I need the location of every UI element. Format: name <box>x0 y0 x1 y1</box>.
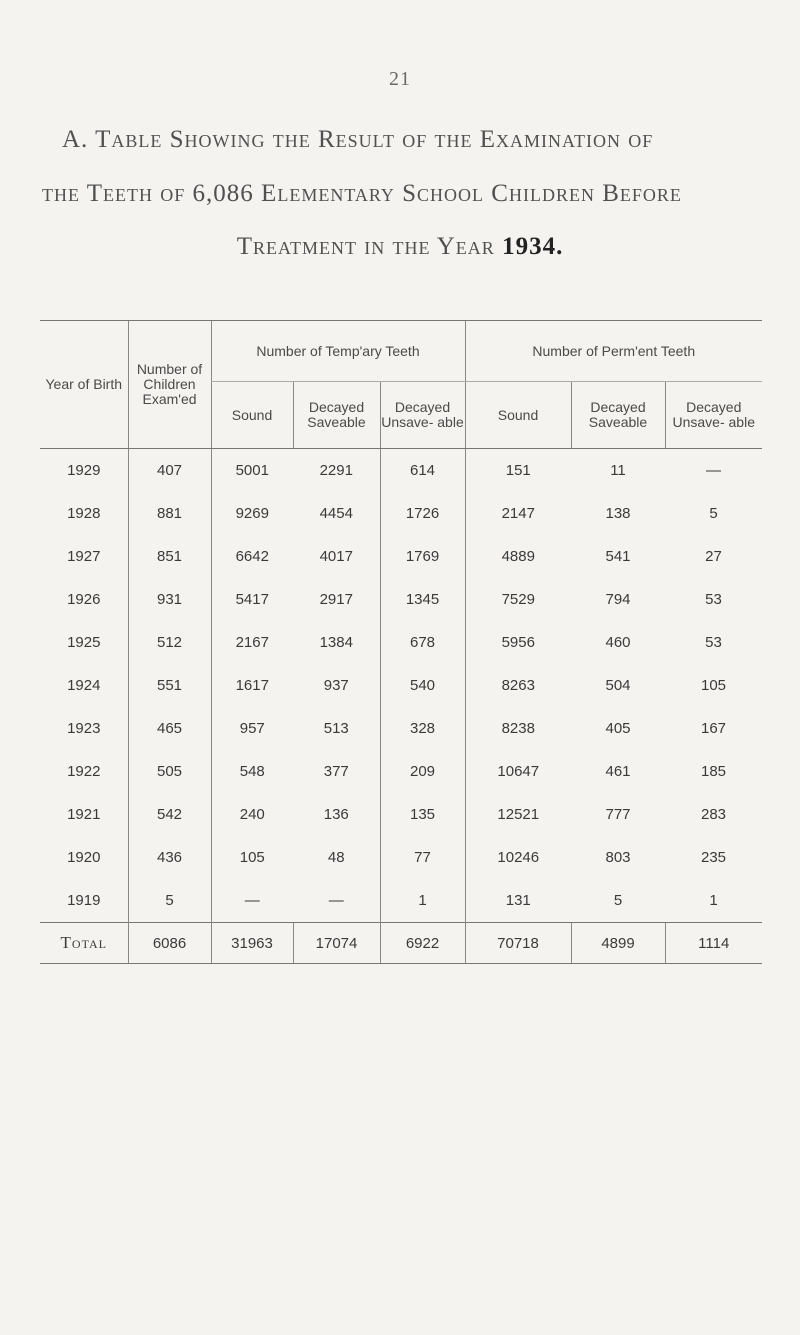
table-cell-children: 436 <box>128 836 211 879</box>
table-cell-perm_dec_save: 460 <box>605 634 631 651</box>
table-cell-temp_sound: 240 <box>211 793 293 836</box>
table-cell-temp_dec_save: 4017 <box>319 548 353 565</box>
table-cell-children: 407 <box>128 449 211 493</box>
table-row <box>40 449 762 493</box>
total-row <box>40 923 762 964</box>
header-temp-decayed-unsaveable: Decayed Unsave- able <box>380 382 465 449</box>
table-row <box>40 707 762 750</box>
table-cell-temp_dec_unsave: 1726 <box>380 492 465 535</box>
table-row <box>40 492 762 535</box>
table-cell-children: 542 <box>128 793 211 836</box>
total-cell-perm_dec_unsave: 1114 <box>665 923 762 964</box>
table-cell-perm_dec_save: 541 <box>605 548 631 565</box>
table-cell-perm_sound: 8263 <box>465 664 571 707</box>
table-cell-year: 1923 <box>67 720 101 737</box>
table-cell-temp_dec_unsave: 209 <box>380 750 465 793</box>
table-body <box>40 449 762 964</box>
table-cell-perm_dec_unsave: 185 <box>700 763 727 780</box>
table-row <box>40 664 762 707</box>
table-cell-perm_dec_unsave: 167 <box>700 720 727 737</box>
table-cell-temp_dec_save: 513 <box>323 720 349 737</box>
table-cell-temp_sound: 2167 <box>211 621 293 664</box>
total-cell-perm_sound: 70718 <box>465 923 571 964</box>
table-cell-temp_dec_unsave: 1345 <box>380 578 465 621</box>
table-title-line-3 <box>0 233 800 261</box>
table-cell-perm_sound: 10246 <box>465 836 571 879</box>
teeth-examination-table <box>40 320 762 964</box>
table-cell-temp_sound: 5417 <box>211 578 293 621</box>
header-temp-decayed-saveable: Decayed Saveable <box>293 382 380 449</box>
table-cell-perm_dec_save: 5 <box>613 892 623 909</box>
header-perm-sound: Sound <box>465 382 571 449</box>
table-cell-temp_sound: 957 <box>211 707 293 750</box>
table-row <box>40 621 762 664</box>
table-cell-temp_dec_unsave: 614 <box>380 449 465 493</box>
table-row <box>40 793 762 836</box>
table-cell-children: 5 <box>128 879 211 923</box>
table-cell-children: 465 <box>128 707 211 750</box>
table-cell-perm_dec_save: 794 <box>605 591 631 608</box>
table-row <box>40 578 762 621</box>
table-cell-perm_dec_unsave: 1 <box>709 892 718 909</box>
table-cell-temp_dec_save: 48 <box>327 849 345 866</box>
total-cell-perm_dec_save: 4899 <box>571 923 665 964</box>
total-cell-temp_dec_unsave: 6922 <box>380 923 465 964</box>
header-temporary-teeth: Number of Temp'ary Teeth <box>211 321 465 382</box>
table-cell-perm_dec_unsave: 5 <box>709 505 718 522</box>
table-cell-perm_dec_unsave: — <box>706 462 721 479</box>
table-cell-temp_sound: 548 <box>211 750 293 793</box>
table-row <box>40 879 762 923</box>
table-cell-temp_sound: 5001 <box>211 449 293 493</box>
table-cell-children: 505 <box>128 750 211 793</box>
header-perm-decayed-unsaveable: Decayed Unsave- able <box>665 382 762 449</box>
table-cell-temp_dec_save: 2291 <box>319 462 353 479</box>
table-title-line-1: A. Table Showing the Result of the Examination of <box>62 126 654 153</box>
total-cell-temp_sound: 31963 <box>211 923 293 964</box>
table-cell-perm_dec_save: 461 <box>605 763 631 780</box>
table-cell-temp_dec_save: 2917 <box>319 591 353 608</box>
table-cell-perm_sound: 131 <box>465 879 571 923</box>
table-cell-perm_sound: 7529 <box>465 578 571 621</box>
table-cell-temp_dec_save: 136 <box>323 806 349 823</box>
table-cell-perm_sound: 12521 <box>465 793 571 836</box>
table-cell-temp_sound: 6642 <box>211 535 293 578</box>
table-cell-perm_dec_save: 504 <box>605 677 631 694</box>
table-cell-perm_sound: 8238 <box>465 707 571 750</box>
table-cell-perm_sound: 2147 <box>465 492 571 535</box>
table-cell-temp_dec_unsave: 1 <box>380 879 465 923</box>
total-cell-children: 6086 <box>128 923 211 964</box>
table-cell-year: 1920 <box>67 849 101 866</box>
table-cell-year: 1927 <box>67 548 101 565</box>
total-cell-temp_dec_save: 17074 <box>293 923 380 964</box>
table-cell-perm_dec_unsave: 53 <box>705 591 722 608</box>
header-children-examined: Number of Children Exam'ed <box>128 321 211 449</box>
table-cell-children: 851 <box>128 535 211 578</box>
table-cell-temp_dec_save: 937 <box>323 677 349 694</box>
table-cell-perm_dec_unsave: 53 <box>705 634 722 651</box>
table-cell-temp_dec_unsave: 328 <box>380 707 465 750</box>
header-year-of-birth: Year of Birth <box>40 321 128 449</box>
table-cell-perm_dec_unsave: 27 <box>705 548 722 565</box>
table-cell-temp_dec_save: 377 <box>323 763 349 780</box>
table-cell-temp_dec_unsave: 77 <box>380 836 465 879</box>
table-row <box>40 836 762 879</box>
table-cell-year: 1919 <box>67 892 101 909</box>
table-cell-year: 1929 <box>67 462 101 479</box>
table-cell-temp_dec_unsave: 1769 <box>380 535 465 578</box>
table-cell-temp_dec_save: 4454 <box>319 505 353 522</box>
table-cell-temp_sound: 105 <box>211 836 293 879</box>
table-cell-temp_dec_save: — <box>328 892 344 909</box>
table-cell-temp_sound: 9269 <box>211 492 293 535</box>
table-cell-year: 1924 <box>67 677 101 694</box>
title-treatment-text: Treatment in the Year <box>236 233 495 260</box>
table-title-line-2: the Teeth of 6,086 Elementary School Children Before <box>42 180 682 207</box>
table-cell-perm_sound: 5956 <box>465 621 571 664</box>
table-cell-perm_dec_save: 138 <box>605 505 631 522</box>
table-row <box>40 750 762 793</box>
table-cell-perm_dec_save: 803 <box>605 849 631 866</box>
table-cell-temp_dec_unsave: 540 <box>380 664 465 707</box>
table-cell-perm_dec_save: 11 <box>610 462 626 479</box>
table-cell-temp_dec_unsave: 135 <box>380 793 465 836</box>
table-cell-perm_dec_save: 777 <box>605 806 631 823</box>
header-permanent-teeth: Number of Perm'ent Teeth <box>465 321 762 382</box>
table-cell-children: 881 <box>128 492 211 535</box>
table-cell-temp_sound: — <box>211 879 293 923</box>
total-cell-year: Total <box>40 923 128 964</box>
header-temp-sound: Sound <box>211 382 293 449</box>
table-cell-perm_dec_save: 405 <box>605 720 631 737</box>
table-cell-perm_dec_unsave: 235 <box>700 849 727 866</box>
title-year: 1934. <box>502 233 564 260</box>
table-cell-perm_sound: 4889 <box>465 535 571 578</box>
page-number: 21 <box>389 68 411 90</box>
table-cell-perm_dec_unsave: 283 <box>700 806 727 823</box>
table-cell-year: 1921 <box>67 806 101 823</box>
table-cell-temp_sound: 1617 <box>211 664 293 707</box>
table-cell-year: 1926 <box>67 591 101 608</box>
table-row <box>40 535 762 578</box>
table-cell-children: 931 <box>128 578 211 621</box>
table-cell-children: 512 <box>128 621 211 664</box>
table-cell-perm_sound: 151 <box>465 449 571 493</box>
table-cell-temp_dec_save: 1384 <box>319 634 353 651</box>
table-cell-year: 1922 <box>67 763 101 780</box>
table-cell-perm_dec_unsave: 105 <box>700 677 727 694</box>
table-cell-temp_dec_unsave: 678 <box>380 621 465 664</box>
table-cell-children: 551 <box>128 664 211 707</box>
header-perm-decayed-saveable: Decayed Saveable <box>571 382 665 449</box>
table-cell-year: 1925 <box>67 634 101 651</box>
table-cell-year: 1928 <box>67 505 101 522</box>
table-cell-perm_sound: 10647 <box>465 750 571 793</box>
